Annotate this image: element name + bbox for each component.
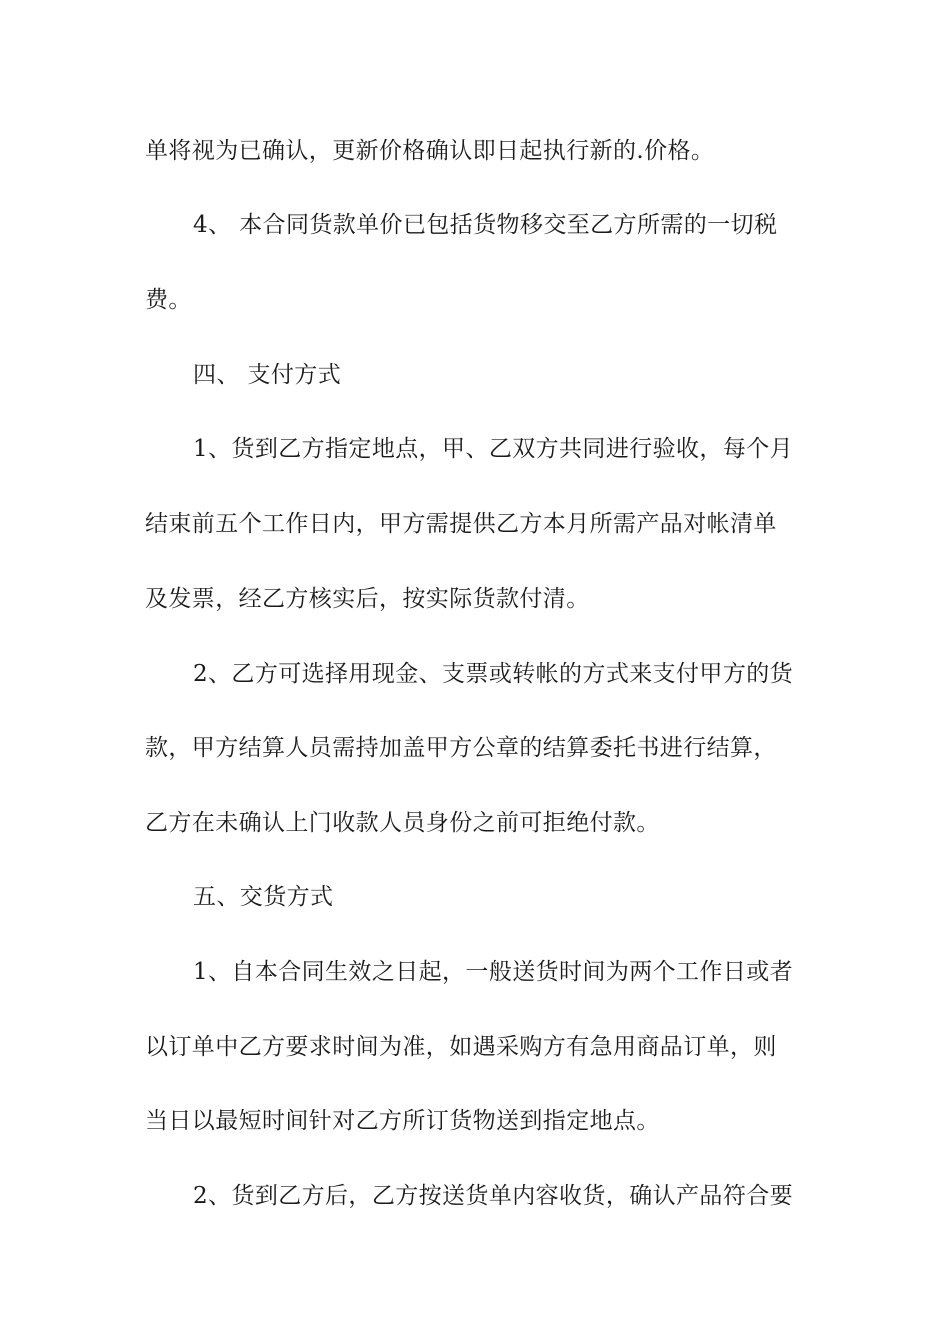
text-line-2: 4、 本合同货款单价已包括货物移交至乙方所需的一切税: [193, 212, 778, 238]
text-line-6: 结束前五个工作日内，甲方需提供乙方本月所需产品对帐清单: [145, 511, 777, 537]
text-line-14: 当日以最短时间针对乙方所订货物送到指定地点。: [145, 1108, 660, 1134]
section-heading-payment: 四、 支付方式: [193, 362, 342, 388]
text-line-1: 单将视为已确认，更新价格确认即日起执行新的.价格。: [145, 138, 715, 164]
text-line-3: 费。: [145, 287, 192, 313]
section-heading-delivery: 五、交货方式: [193, 884, 334, 910]
text-line-8: 2、乙方可选择用现金、支票或转帐的方式来支付甲方的货: [193, 661, 794, 687]
text-line-5: 1、货到乙方指定地点，甲、乙双方共同进行验收，每个月: [193, 436, 794, 462]
text-line-9: 款，甲方结算人员需持加盖甲方公章的结算委托书进行结算，: [145, 735, 777, 761]
text-line-10: 乙方在未确认上门收款人员身份之前可拒绝付款。: [145, 810, 660, 836]
text-line-13: 以订单中乙方要求时间为准，如遇采购方有急用商品订单，则: [145, 1034, 777, 1060]
text-line-15: 2、货到乙方后，乙方按送货单内容收货，确认产品符合要: [193, 1183, 794, 1209]
text-line-12: 1、自本合同生效之日起，一般送货时间为两个工作日或者: [193, 959, 794, 985]
text-line-7: 及发票，经乙方核实后，按实际货款付清。: [145, 586, 590, 612]
